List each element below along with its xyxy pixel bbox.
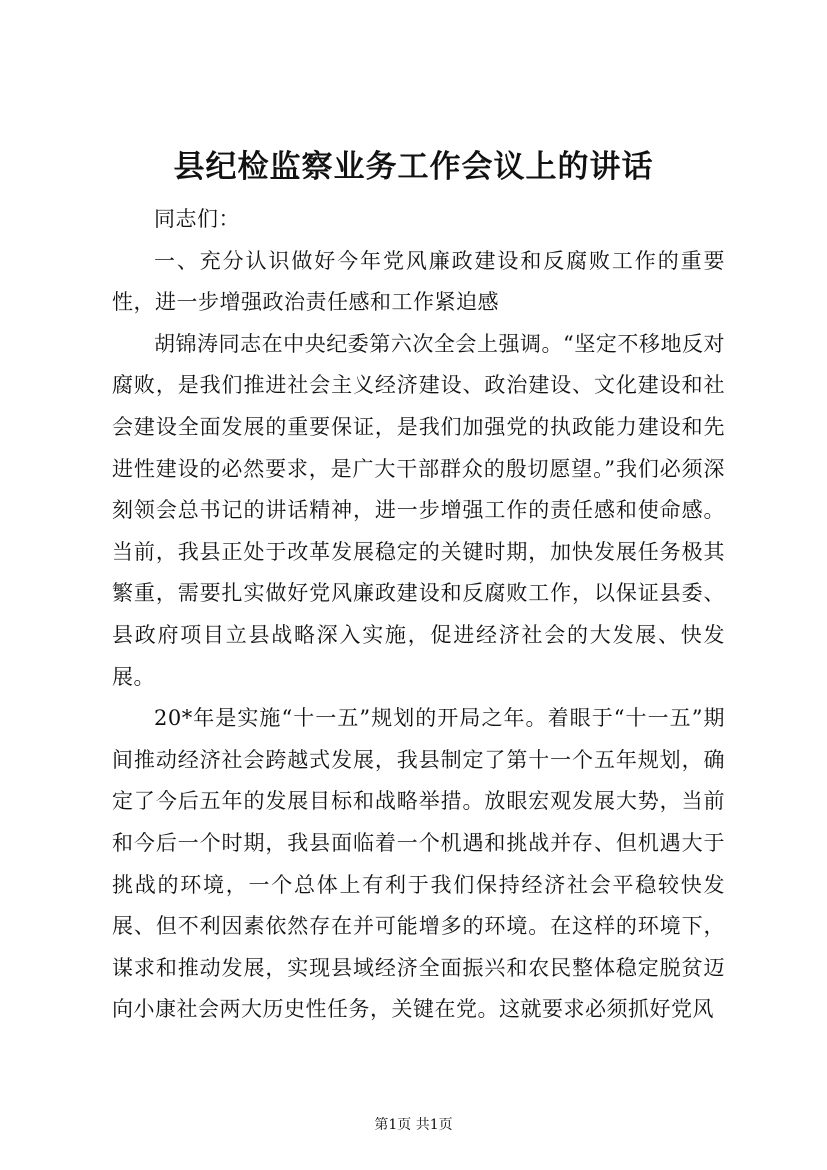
paragraph-body-2: 20*年是实施“十一五”规划的开局之年。着眼于“十一五”期间推动经济社会跨越式发展，我县制定了第十一个五年规划，确定了今后五年的发展目标和战略举措。放眼宏观发展大势，当前和今后一个时期，我县面临着一个机遇和挑战并存、但机遇大于挑战的环境，一个总体上有利于我们保持经济社会平稳较快发展、但不利因素依然存在并可能增多的环境。在这样的环境下，谋求和推动发展，实现县域经济全面振兴和农民整体稳定脱贫迈向小康社会两大历史性任务，关键在党。这就要求必须抓好党风 [112,706,725,1022]
page-footer: 第1页 共1页 [374,1117,453,1133]
document-body [112,199,725,1031]
paragraph-section-heading: 一、充分认识做好今年党风廉政建设和反腐败工作的重要性，进一步增强政治责任感和工作紧迫感 [112,248,725,315]
document-title: 县纪检监察业务工作会议上的讲话 [173,149,654,185]
paragraph-body-1: 胡锦涛同志在中央纪委第六次全会上强调。“坚定不移地反对腐败，是我们推进社会主义经济建设、政治建设、文化建设和社会建设全面发展的重要保证，是我们加强党的执政能力建设和先进性建设的必然要求，是广大干部群众的殷切愿望。”我们必须深刻领会总书记的讲话精神，进一步增强工作的责任感和使命感。当前，我县正处于改革发展稳定的关键时期，加快发展任务极其繁重，需要扎实做好党风廉政建设和反腐败工作，以保证县委、县政府项目立县战略深入实施，促进经济社会的大发展、快发展。 [112,331,725,689]
paragraph-greeting: 同志们： [154,207,240,231]
